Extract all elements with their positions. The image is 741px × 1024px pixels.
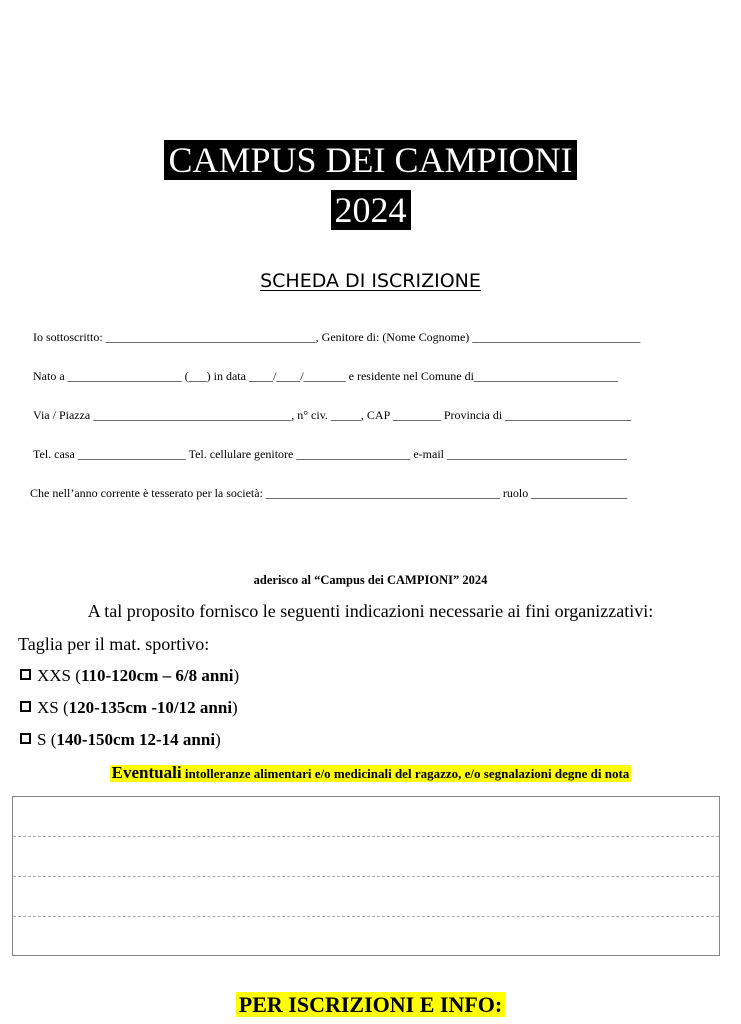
page-title: CAMPUS DEI CAMPIONI xyxy=(164,140,576,180)
size-detail: 140-150cm 12-14 anni xyxy=(56,730,216,749)
form-line-address[interactable]: Via / Piazza _________________________________, n° civ. _____, CAP ________ Provincia di _____________________ xyxy=(33,408,632,422)
notes-lead: Eventuali xyxy=(111,763,182,782)
notes-divider xyxy=(13,876,719,877)
title-line-1-wrap xyxy=(0,140,741,180)
adherence-statement: aderisco al “Campus dei CAMPIONI” 2024 xyxy=(253,573,488,587)
footer-info-heading: PER ISCRIZIONI E INFO: xyxy=(236,992,505,1017)
checkbox-icon[interactable] xyxy=(20,701,31,712)
subtitle-text: SCHEDA DI ISCRIZIONE xyxy=(260,270,481,292)
page-title-year: 2024 xyxy=(331,190,411,230)
size-code: XXS xyxy=(37,666,72,685)
size-option-xs[interactable]: XS (120-135cm -10/12 anni) xyxy=(20,698,238,718)
size-option-xxs[interactable]: XXS (110-120cm – 6/8 anni) xyxy=(20,666,239,686)
notes-heading xyxy=(0,763,741,783)
title-line-2-wrap xyxy=(0,190,741,230)
notes-highlight xyxy=(110,765,632,782)
notes-textarea[interactable] xyxy=(12,796,720,956)
size-option-s[interactable]: S (140-150cm 12-14 anni) xyxy=(20,730,221,750)
form-line-name[interactable]: Io sottoscritto: ___________________________________, Genitore di: (Nome Cognome) ____________________________ xyxy=(33,330,641,344)
form-line-birth[interactable]: Nato a ___________________ (___) in data ____/____/_______ e residente nel Comune di________________________ xyxy=(33,369,618,383)
form-line-contacts[interactable]: Tel. casa __________________ Tel. cellulare genitore ___________________ e-mail ______________________________ xyxy=(33,447,628,461)
size-code: S xyxy=(37,730,47,749)
checkbox-icon[interactable] xyxy=(20,733,31,744)
purpose-text: A tal proposito fornisco le seguenti indicazioni necessarie ai fini organizzativi: xyxy=(87,601,654,621)
size-detail: 120-135cm -10/12 anni xyxy=(68,698,233,717)
notes-divider xyxy=(13,836,719,837)
size-code: XS xyxy=(37,698,59,717)
size-label: Taglia per il mat. sportivo: xyxy=(18,634,210,654)
checkbox-icon[interactable] xyxy=(20,669,31,680)
form-line-club[interactable]: Che nell’anno corrente è tesserato per la società: _______________________________________ ruolo ________________ xyxy=(30,486,628,500)
notes-divider xyxy=(13,916,719,917)
size-detail: 110-120cm – 6/8 anni xyxy=(80,666,234,685)
notes-rest: intolleranze alimentari e/o medicinali del ragazzo, e/o segnalazioni degne di nota xyxy=(181,766,630,781)
form-subtitle xyxy=(0,270,741,292)
footer xyxy=(0,992,741,1018)
